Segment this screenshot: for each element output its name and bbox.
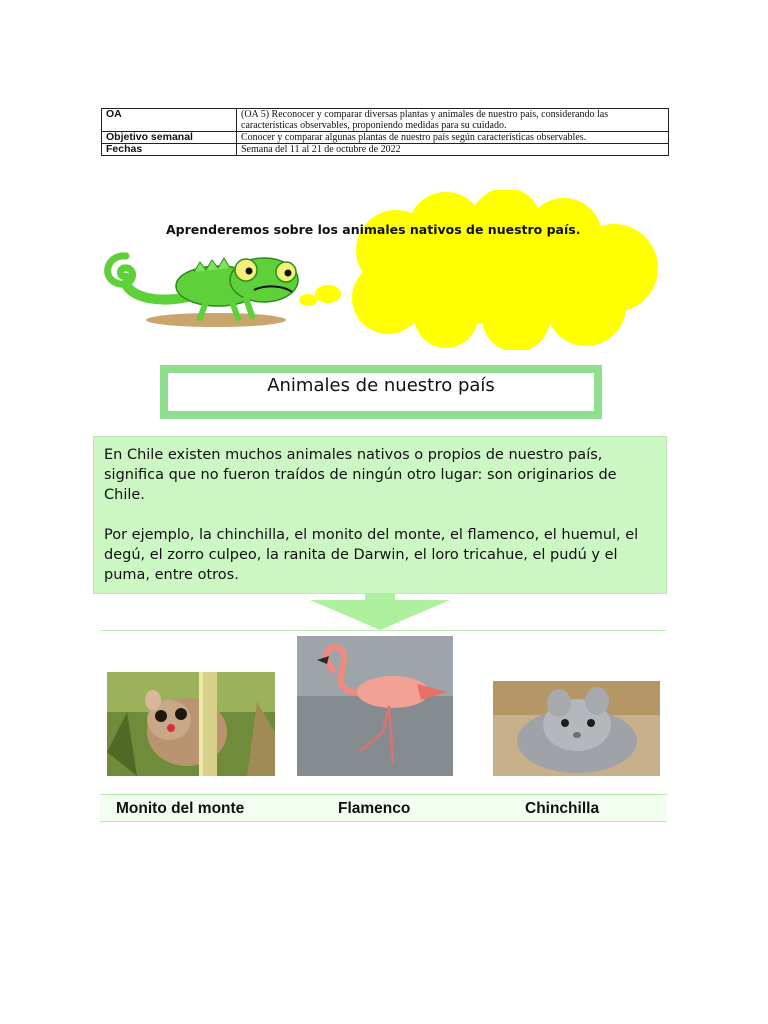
info-table — [101, 108, 669, 156]
intro-title: Aprenderemos sobre los animales nativos de nuestro país. — [166, 222, 581, 237]
table-key: Objetivo semanal — [102, 132, 237, 144]
heading-inner — [168, 373, 594, 411]
caption-row — [100, 794, 667, 822]
heading-box — [160, 365, 602, 419]
table-value: (OA 5) Reconocer y comparar diversas plantas y animales de nuestro país, considerando las características observables, proponiendo medidas para su cuidado. — [237, 109, 669, 132]
table-key: Fechas — [102, 144, 237, 156]
table-row — [102, 132, 669, 144]
table-row — [102, 109, 669, 132]
chameleon-illustration — [96, 236, 306, 330]
table-value: Conocer y comparar algunas plantas de nuestro país según características observables. — [237, 132, 669, 144]
flamenco-photo — [297, 636, 453, 776]
description-paragraph: En Chile existen muchos animales nativos o propios de nuestro país, significa que no fueron traídos de ningún otro lugar: son originarios de Chile. — [104, 447, 617, 503]
table-key: OA — [102, 109, 237, 132]
table-row — [102, 144, 669, 156]
animal-caption: Flamenco — [338, 800, 411, 817]
description-box — [93, 436, 667, 594]
monito-del-monte-photo — [107, 672, 275, 776]
down-arrow-icon — [310, 594, 450, 630]
animal-caption: Monito del monte — [116, 800, 245, 817]
divider — [100, 630, 666, 631]
chinchilla-photo — [493, 681, 660, 776]
thought-cloud — [296, 190, 662, 350]
table-value: Semana del 11 al 21 de octubre de 2022 — [237, 144, 669, 156]
description-paragraph: Por ejemplo, la chinchilla, el monito del monte, el flamenco, el huemul, el degú, el zorro culpeo, la ranita de Darwin, el loro tricahue, el pudú y el puma, entre otros. — [104, 527, 639, 583]
page-title: Animales de nuestro país — [267, 374, 495, 396]
animal-caption: Chinchilla — [525, 800, 600, 817]
